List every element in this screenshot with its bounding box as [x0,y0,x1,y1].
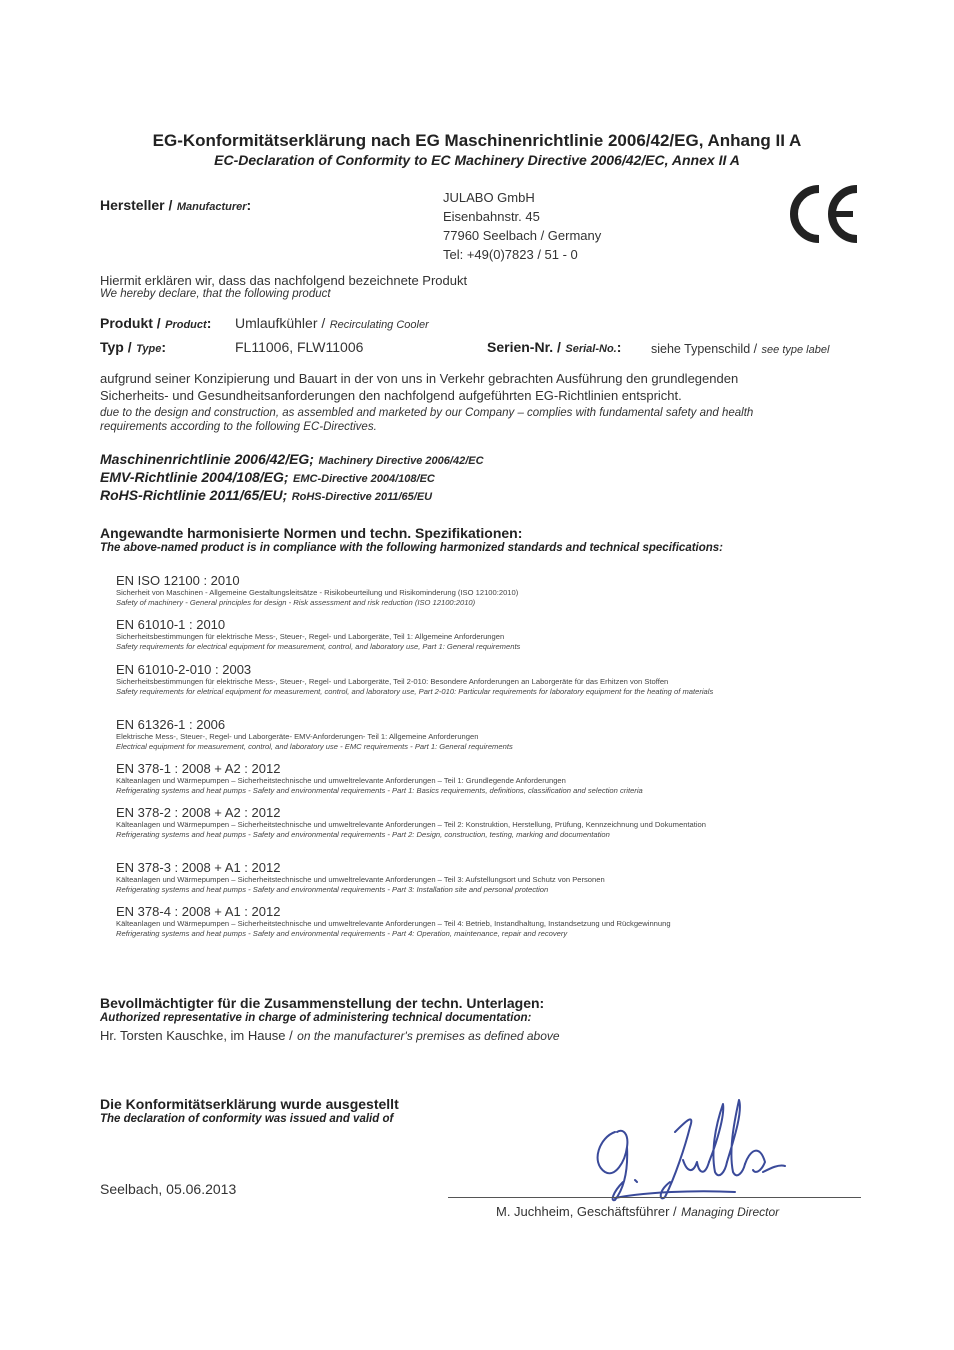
manufacturer-street: Eisenbahnstr. 45 [443,209,540,224]
standard-item [116,573,816,607]
standard-description-de: Sicherheitsbestimmungen für elektrische Mess-, Steuer-, Regel- und Laborgeräte, Teil 1: Allgemeine Anforderungen [116,632,505,641]
intro-de: Hiermit erklären wir, dass das nachfolgend bezeichnete Produkt [100,273,468,288]
product-value: Umlaufkühler / Recirculating Cooler [235,315,429,331]
signature-icon [575,1092,795,1202]
standard-description-de: Sicherheit von Maschinen - Allgemeine Gestaltungsleitsätze - Risikobeurteilung und Risikominderung (ISO 12100:2010) [116,588,519,597]
standard-description-en: Safety requirements for eletrical equipment for measurement, control, and laboratory use, Part 2-010: Particular requirements for laboratory equipment for the heating of materials [116,686,714,696]
standard-item [116,662,816,696]
manufacturer-city: 77960 Seelbach / Germany [443,228,602,243]
standard-item [116,904,816,938]
ce-mark [785,183,861,250]
representative-subheading: Authorized representative in charge of administering technical documentation: [100,1012,532,1024]
standard-code: EN 378-3 : 2008 + A1 : 2012 [116,860,281,875]
directive-rohs: RoHS-Richtlinie 2011/65/EU; RoHS-Directive 2011/65/EU [100,487,433,503]
standard-description-en: Refrigerating systems and heat pumps - Safety and environmental requirements - Part 4: Operation, maintenance, repair and recovery [116,928,568,938]
directive-emc: EMV-Richtlinie 2004/108/EG; EMC-Directive 2004/108/EC [100,469,435,485]
standard-description-de: Kälteanlagen und Wärmepumpen – Sicherheitstechnische und umweltrelevante Anforderungen – Teil 3: Aufstellungsort und Schutz von Personen [116,875,605,884]
standard-description-de: Kälteanlagen und Wärmepumpen – Sicherheitstechnische und umweltrelevante Anforderungen – Teil 1: Grundlegende Anforderungen [116,776,566,785]
manufacturer-phone: Tel: +49(0)7823 / 51 - 0 [443,247,578,262]
manufacturer-label: Hersteller / Manufacturer: [100,197,252,213]
statement-en-line-1: due to the design and construction, as assembled and marketed by our Company – complies with fundamental safety and health [100,407,754,419]
manufacturer-name: JULABO GmbH [443,190,535,205]
serial-label: Serien-Nr. / Serial-No.: [487,339,622,355]
standard-item [116,761,816,795]
standard-description-en: Safety requirements for electrical equipment for measurement, control, and laboratory use, Part 1: General requirements [116,641,521,651]
standard-code: EN 61010-1 : 2010 [116,617,226,632]
handwritten-signature [575,1092,795,1207]
product-label: Produkt / Product: [100,315,212,331]
issued-heading: Die Konformitätserklärung wurde ausgestellt [100,1096,399,1112]
type-value: FL11006, FLW11006 [235,339,364,355]
intro-en: We hereby declare, that the following product [100,288,331,300]
type-label: Typ / Type: [100,339,167,355]
standard-description-de: Sicherheitsbestimmungen für elektrische Mess-, Steuer-, Regel- und Laborgeräte, Teil 2-010: Besondere Anforderungen an Laborgeräte für das Erhitzen von Stoffen [116,677,669,686]
standard-code: EN 61010-2-010 : 2003 [116,662,252,677]
document-title: EG-Konformitätserklärung nach EG Maschinenrichtlinie 2006/42/EG, Anhang II A [152,131,802,150]
statement-en-line-2: requirements according to the following EC-Directives. [100,421,377,433]
standard-item [116,617,816,651]
place-date: Seelbach, 05.06.2013 [100,1181,237,1197]
document-subtitle: EC-Declaration of Conformity to EC Machinery Directive 2006/42/EC, Annex II A [214,152,740,168]
statement-de-line-1: aufgrund seiner Konzipierung und Bauart in der von uns in Verkehr gebrachten Ausführung den grundlegenden [100,371,739,386]
signature-line [448,1197,861,1198]
statement-de-line-2: Sicherheits- und Gesundheitsanforderungen den nachfolgend aufgeführten EG-Richtlinien entspricht. [100,388,682,403]
standard-description-en: Refrigerating systems and heat pumps - Safety and environmental requirements - Part 1: Basics requirements, definitions, classification and selection criteria [116,785,643,795]
standard-code: EN ISO 12100 : 2010 [116,573,240,588]
standard-code: EN 378-2 : 2008 + A2 : 2012 [116,805,281,820]
issued-subheading: The declaration of conformity was issued and valid of [100,1113,394,1125]
standard-item [116,860,816,894]
standard-code: EN 378-4 : 2008 + A1 : 2012 [116,904,281,919]
standard-description-en: Safety of machinery - General principles for design - Risk assessment and risk reduction (ISO 12100:2010) [116,597,476,607]
standard-description-en: Electrical equipment for measurement, control, and laboratory use - EMC requirements - Part 1: General requirements [116,741,513,751]
standard-code: EN 61326-1 : 2006 [116,717,226,732]
directive-machinery: Maschinenrichtlinie 2006/42/EG; Machinery Directive 2006/42/EC [100,451,484,467]
serial-value: siehe Typenschild / see type label [651,342,830,356]
standards-heading: Angewandte harmonisierte Normen und techn. Spezifikationen: [100,525,523,541]
representative-heading: Bevollmächtigter für die Zusammenstellung der techn. Unterlagen: [100,995,545,1011]
standard-item [116,805,816,839]
standard-description-de: Kälteanlagen und Wärmepumpen – Sicherheitstechnische und umweltrelevante Anforderungen – Teil 4: Betrieb, Instandhaltung, Instandsetzung und Rückgewinnung [116,919,671,928]
standards-subheading: The above-named product is in compliance with the following harmonized standards and technical specifications: [100,542,724,554]
standard-description-en: Refrigerating systems and heat pumps - Safety and environmental requirements - Part 2: Design, construction, testing, marking and documentation [116,829,610,839]
standard-item [116,717,816,751]
ce-mark-icon [785,183,861,245]
standard-description-de: Kälteanlagen und Wärmepumpen – Sicherheitstechnische und umweltrelevante Anforderungen – Teil 2: Konstruktion, Herstellung, Prüfung, Kennzeichnung und Dokumentation [116,820,707,829]
standard-description-en: Refrigerating systems and heat pumps - Safety and environmental requirements - Part 3: Installation site and personal protection [116,884,549,894]
standard-code: EN 378-1 : 2008 + A2 : 2012 [116,761,281,776]
standard-description-de: Elektrische Mess-, Steuer-, Regel- und Laborgeräte- EMV-Anforderungen- Teil 1: Allgemeine Anforderungen [116,732,479,741]
signatory: M. Juchheim, Geschäftsführer / Managing Director [496,1204,780,1219]
representative-name: Hr. Torsten Kauschke, im Hause / on the manufacturer's premises as defined above [100,1028,560,1043]
